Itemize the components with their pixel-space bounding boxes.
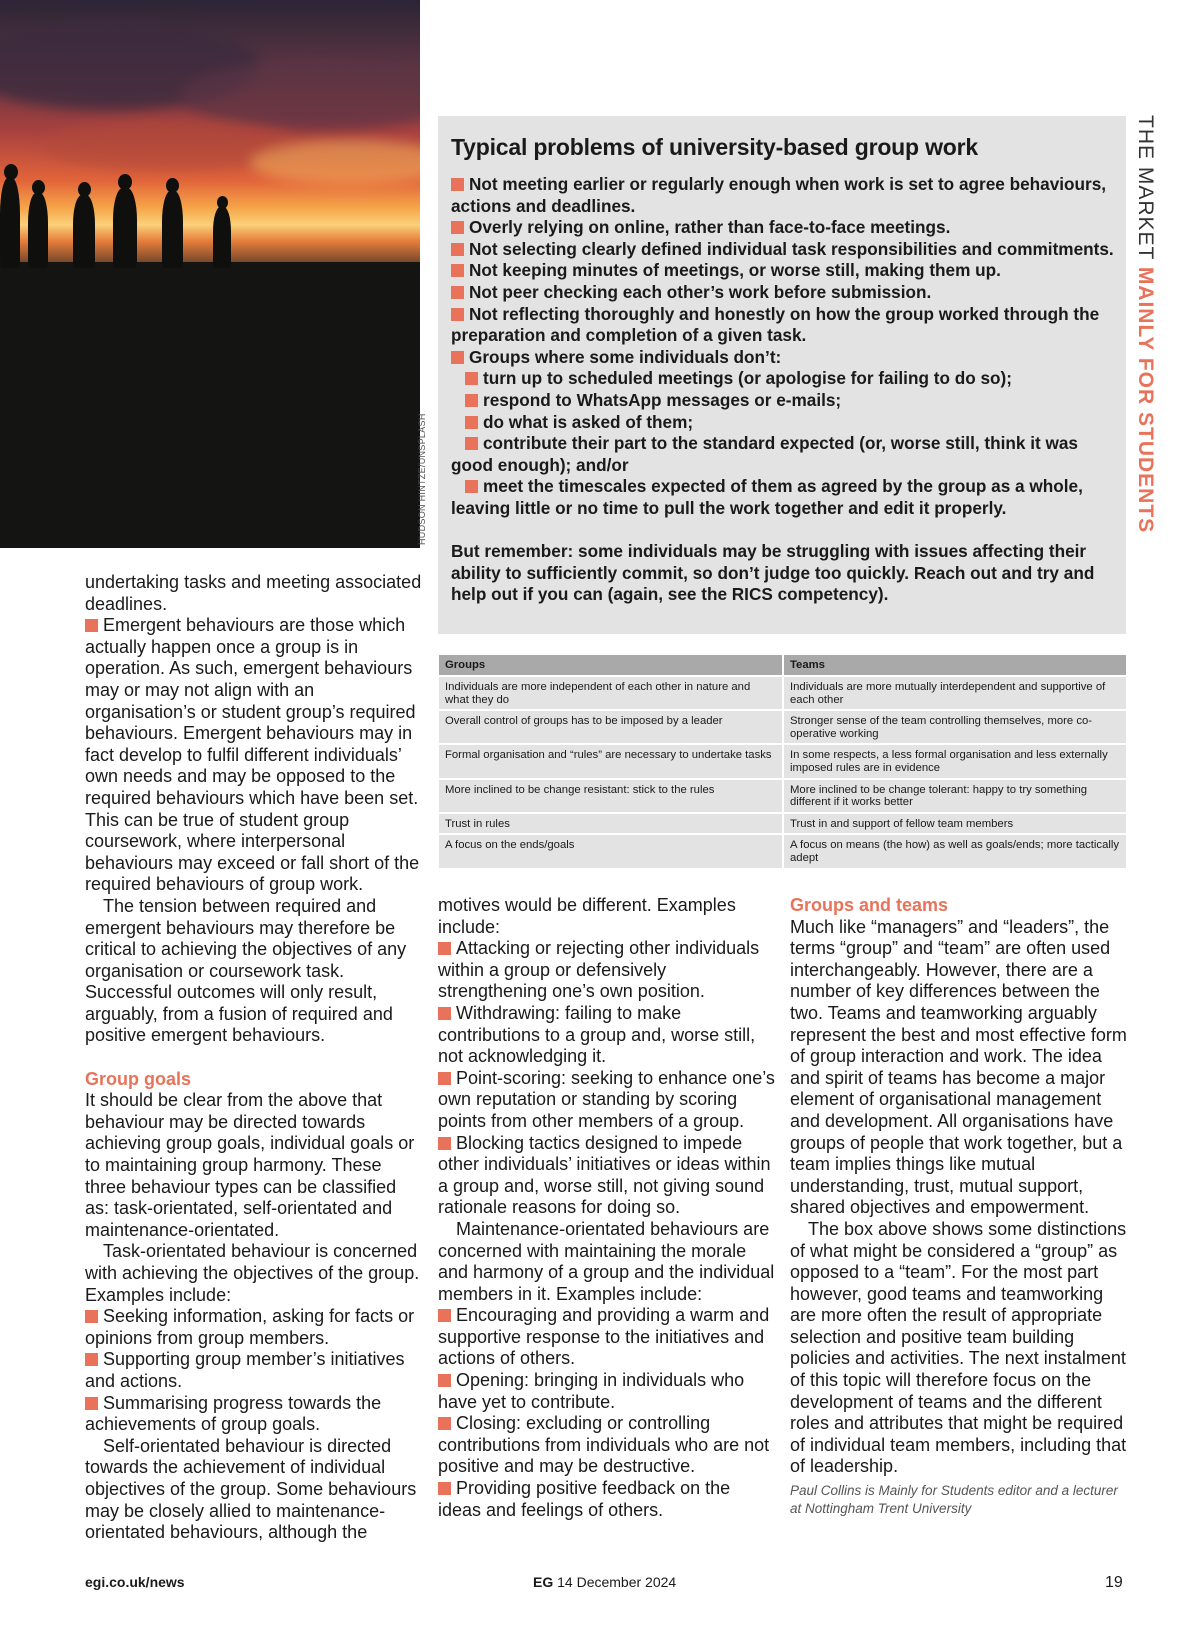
photo-credit: HUDSON HINTZE/UNSPLASH xyxy=(417,413,427,545)
box-remember: But remember: some individuals may be struggling with issues affecting their ability to sufficiently commit, so don’t judge too quickly. Reach out and try and help out if you can (again, see the RICS competency). xyxy=(451,541,1095,605)
heading-group-goals: Group goals xyxy=(85,1068,192,1089)
table-header-teams: Teams xyxy=(783,655,1126,676)
box-subitem: turn up to scheduled meetings (or apologise for failing to do so); xyxy=(451,368,1114,390)
bullet-square-icon xyxy=(438,942,451,955)
bullet-square-icon xyxy=(465,480,478,493)
page-number: 19 xyxy=(1105,1574,1123,1591)
footer-brand: EG xyxy=(533,1574,554,1590)
table-cell: Trust in and support of fellow team members xyxy=(783,813,1126,835)
bullet-square-icon xyxy=(465,394,478,407)
section-label xyxy=(1133,115,1157,533)
bullet-paragraph: Emergent behaviours are those which actually happen once a group is in operation. As such, emergent behaviours may or may not align with an organisation’s or student group’s required behaviours. Emergent behaviours may in fact develop to fulfil different individuals’ own needs and may be opposed to the required behaviours which have been set. This can be true of student group coursework, where interpersonal behaviours may exceed or fall short of the required behaviours of group work. xyxy=(85,615,420,895)
bullet-square-icon xyxy=(438,1482,451,1495)
bullet-paragraph: Encouraging and providing a warm and supportive response to the initiatives and actions of others. xyxy=(438,1305,770,1369)
bullet-paragraph: Opening: bringing in individuals who have yet to contribute. xyxy=(438,1370,745,1412)
box-subitem: respond to WhatsApp messages or e-mails; xyxy=(451,390,1114,412)
bullet-paragraph: Seeking information, asking for facts or opinions from group members. xyxy=(85,1306,415,1348)
box-item: Not meeting earlier or regularly enough when work is set to agree behaviours, actions and deadlines. xyxy=(451,174,1107,216)
bullet-square-icon xyxy=(451,351,464,364)
bullet-square-icon xyxy=(465,437,478,450)
heading-groups-and-teams: Groups and teams xyxy=(790,895,949,915)
bullet-square-icon xyxy=(451,221,464,234)
table-header-groups: Groups xyxy=(439,655,783,676)
bullet-square-icon xyxy=(438,1007,451,1020)
table-cell: Stronger sense of the team controlling themselves, more co-operative working xyxy=(783,710,1126,744)
box-subitem: contribute their part to the standard expected (or, worse still, think it was good enough); and/or xyxy=(451,433,1078,475)
paragraph: The tension between required and emergent behaviours may therefore be critical to achieving the objectives of any organisation or coursework task. Successful outcomes will only result, arguably, from a fusion of required and positive emergent behaviours. xyxy=(85,895,407,1046)
bullet-paragraph: Withdrawing: failing to make contributions to a group and, worse still, not acknowledging it. xyxy=(438,1002,756,1067)
bullet-square-icon xyxy=(85,1353,98,1366)
table-row xyxy=(439,710,1126,744)
bullet-square-icon xyxy=(438,1417,451,1430)
bullet-paragraph: Summarising progress towards the achievements of group goals. xyxy=(85,1392,382,1435)
box-item: Not reflecting thoroughly and honestly on how the group worked through the preparation and completion of a given task. xyxy=(451,303,1100,346)
section-label-plain: THE MARKET xyxy=(1134,115,1157,260)
table-cell: Formal organisation and “rules” are necessary to undertake tasks xyxy=(439,744,783,778)
table-row xyxy=(439,676,1126,710)
table-cell: Trust in rules xyxy=(439,813,783,835)
bullet-paragraph: Attacking or rejecting other individuals within a group or defensively strengthening one’s own position. xyxy=(438,938,760,1002)
bullet-paragraph: Supporting group member’s initiatives and actions. xyxy=(85,1349,405,1391)
bullet-square-icon xyxy=(438,1309,451,1322)
author-byline: Paul Collins is Mainly for Students editor and a lecturer at Nottingham Trent University xyxy=(790,1483,1118,1516)
table-cell: Overall control of groups has to be imposed by a leader xyxy=(439,710,783,744)
column-3 xyxy=(790,895,1130,1517)
footer-issue xyxy=(533,1574,676,1590)
box-item: Not keeping minutes of meetings, or worse still, making them up. xyxy=(451,260,1114,282)
table-row xyxy=(439,834,1126,867)
paragraph: motives would be different. Examples include: xyxy=(438,895,736,937)
table-row xyxy=(439,744,1126,778)
box-item: Groups where some individuals don’t: xyxy=(451,347,1114,369)
box-subitem: meet the timescales expected of them as agreed by the group as a whole, leaving little or no time to pull the work together and edit it properly. xyxy=(451,476,1083,518)
bullet-square-icon xyxy=(451,178,464,191)
bullet-paragraph: Point-scoring: seeking to enhance one’s own reputation or standing by scoring points from other members of a group. xyxy=(438,1067,775,1131)
bullet-square-icon xyxy=(451,308,464,321)
bullet-square-icon xyxy=(438,1072,451,1085)
box-subitem: do what is asked of them; xyxy=(451,412,1114,434)
paragraph: The box above shows some distinctions of what might be considered a “group” as opposed to a “team”. For the most part however, good teams and teamworking are more often the result of appropriate selection and positive team building policies and activities. The next instalment of this topic will therefore focus on the development of teams and the different roles and attributes that might be required of individual team members, including that of leadership. xyxy=(790,1218,1127,1477)
table-cell: A focus on means (the how) as well as goals/ends; more tactically adept xyxy=(783,834,1126,867)
bullet-square-icon xyxy=(438,1374,451,1387)
bullet-square-icon xyxy=(465,416,478,429)
bullet-square-icon xyxy=(85,619,98,632)
box-item: Not peer checking each other’s work before submission. xyxy=(451,282,1114,304)
bullet-paragraph: Closing: excluding or controlling contributions from individuals who are not positive and may be destructive. xyxy=(438,1413,770,1477)
paragraph: Much like “managers” and “leaders”, the terms “group” and “team” are often used interchangeably. However, there are a number of key differences between the two. Teams and teamworking arguably represent the best and most effective form of group interaction and work. The idea and spirit of teams has become a major element of organisational management and development. All organisations have groups of people that work together, but a team implies things like mutual understanding, trust, mutual support, shared objectives and empowerment. xyxy=(790,916,1127,1218)
bullet-square-icon xyxy=(85,1310,98,1323)
column-2 xyxy=(438,895,778,1521)
bullet-paragraph: Blocking tactics designed to impede other individuals’ initiatives or ideas within a group and, worse still, not giving sound rationale reasons for doing so. xyxy=(438,1132,771,1218)
bullet-square-icon xyxy=(438,1137,451,1150)
bullet-paragraph: Providing positive feedback on the ideas and feelings of others. xyxy=(438,1478,731,1520)
table-row xyxy=(439,779,1126,813)
bullet-square-icon xyxy=(85,1397,98,1410)
table-cell: Individuals are more independent of each other in nature and what they do xyxy=(439,676,783,710)
box-title: Typical problems of university-based group work xyxy=(451,134,978,160)
paragraph: Maintenance-orientated behaviours are concerned with maintaining the morale and harmony of a group and the individual members in it. Examples include: xyxy=(438,1218,775,1304)
problems-box xyxy=(438,116,1126,634)
table-cell: In some respects, a less formal organisation and less externally imposed rules are in evidence xyxy=(783,744,1126,778)
section-label-accent: MAINLY FOR STUDENTS xyxy=(1134,266,1157,534)
box-item: Not selecting clearly defined individual task responsibilities and commitments. xyxy=(451,239,1114,261)
column-1 xyxy=(85,572,425,1544)
footer-date: 14 December 2024 xyxy=(557,1574,677,1590)
footer-url: egi.co.uk/news xyxy=(85,1574,185,1590)
table-cell: A focus on the ends/goals xyxy=(439,834,783,867)
table-row xyxy=(439,813,1126,835)
paragraph: undertaking tasks and meeting associated deadlines. xyxy=(85,572,422,614)
bullet-square-icon xyxy=(451,264,464,277)
paragraph: It should be clear from the above that behaviour may be directed towards achieving group goals, individual goals or to maintaining group harmony. These three behaviour types can be classified as: task-orientated, self-orientated and maintenance-orientated. xyxy=(85,1090,415,1240)
sunset-photo xyxy=(0,0,420,548)
groups-teams-table xyxy=(439,655,1126,868)
table-cell: More inclined to be change resistant: stick to the rules xyxy=(439,779,783,813)
paragraph: Self-orientated behaviour is directed towards the achievement of individual objectives of the group. Some behaviours may be closely allied to maintenance-orientated behaviours, although the xyxy=(85,1435,417,1543)
bullet-square-icon xyxy=(465,372,478,385)
bullet-square-icon xyxy=(451,286,464,299)
box-item: Overly relying on online, rather than face-to-face meetings. xyxy=(451,217,1114,239)
bullet-square-icon xyxy=(451,243,464,256)
paragraph: Task-orientated behaviour is concerned with achieving the objectives of the group. Examples include: xyxy=(85,1241,420,1305)
table-cell: More inclined to be change tolerant: happy to try something different if it works better xyxy=(783,779,1126,813)
table-cell: Individuals are more mutually interdependent and supportive of each other xyxy=(783,676,1126,710)
